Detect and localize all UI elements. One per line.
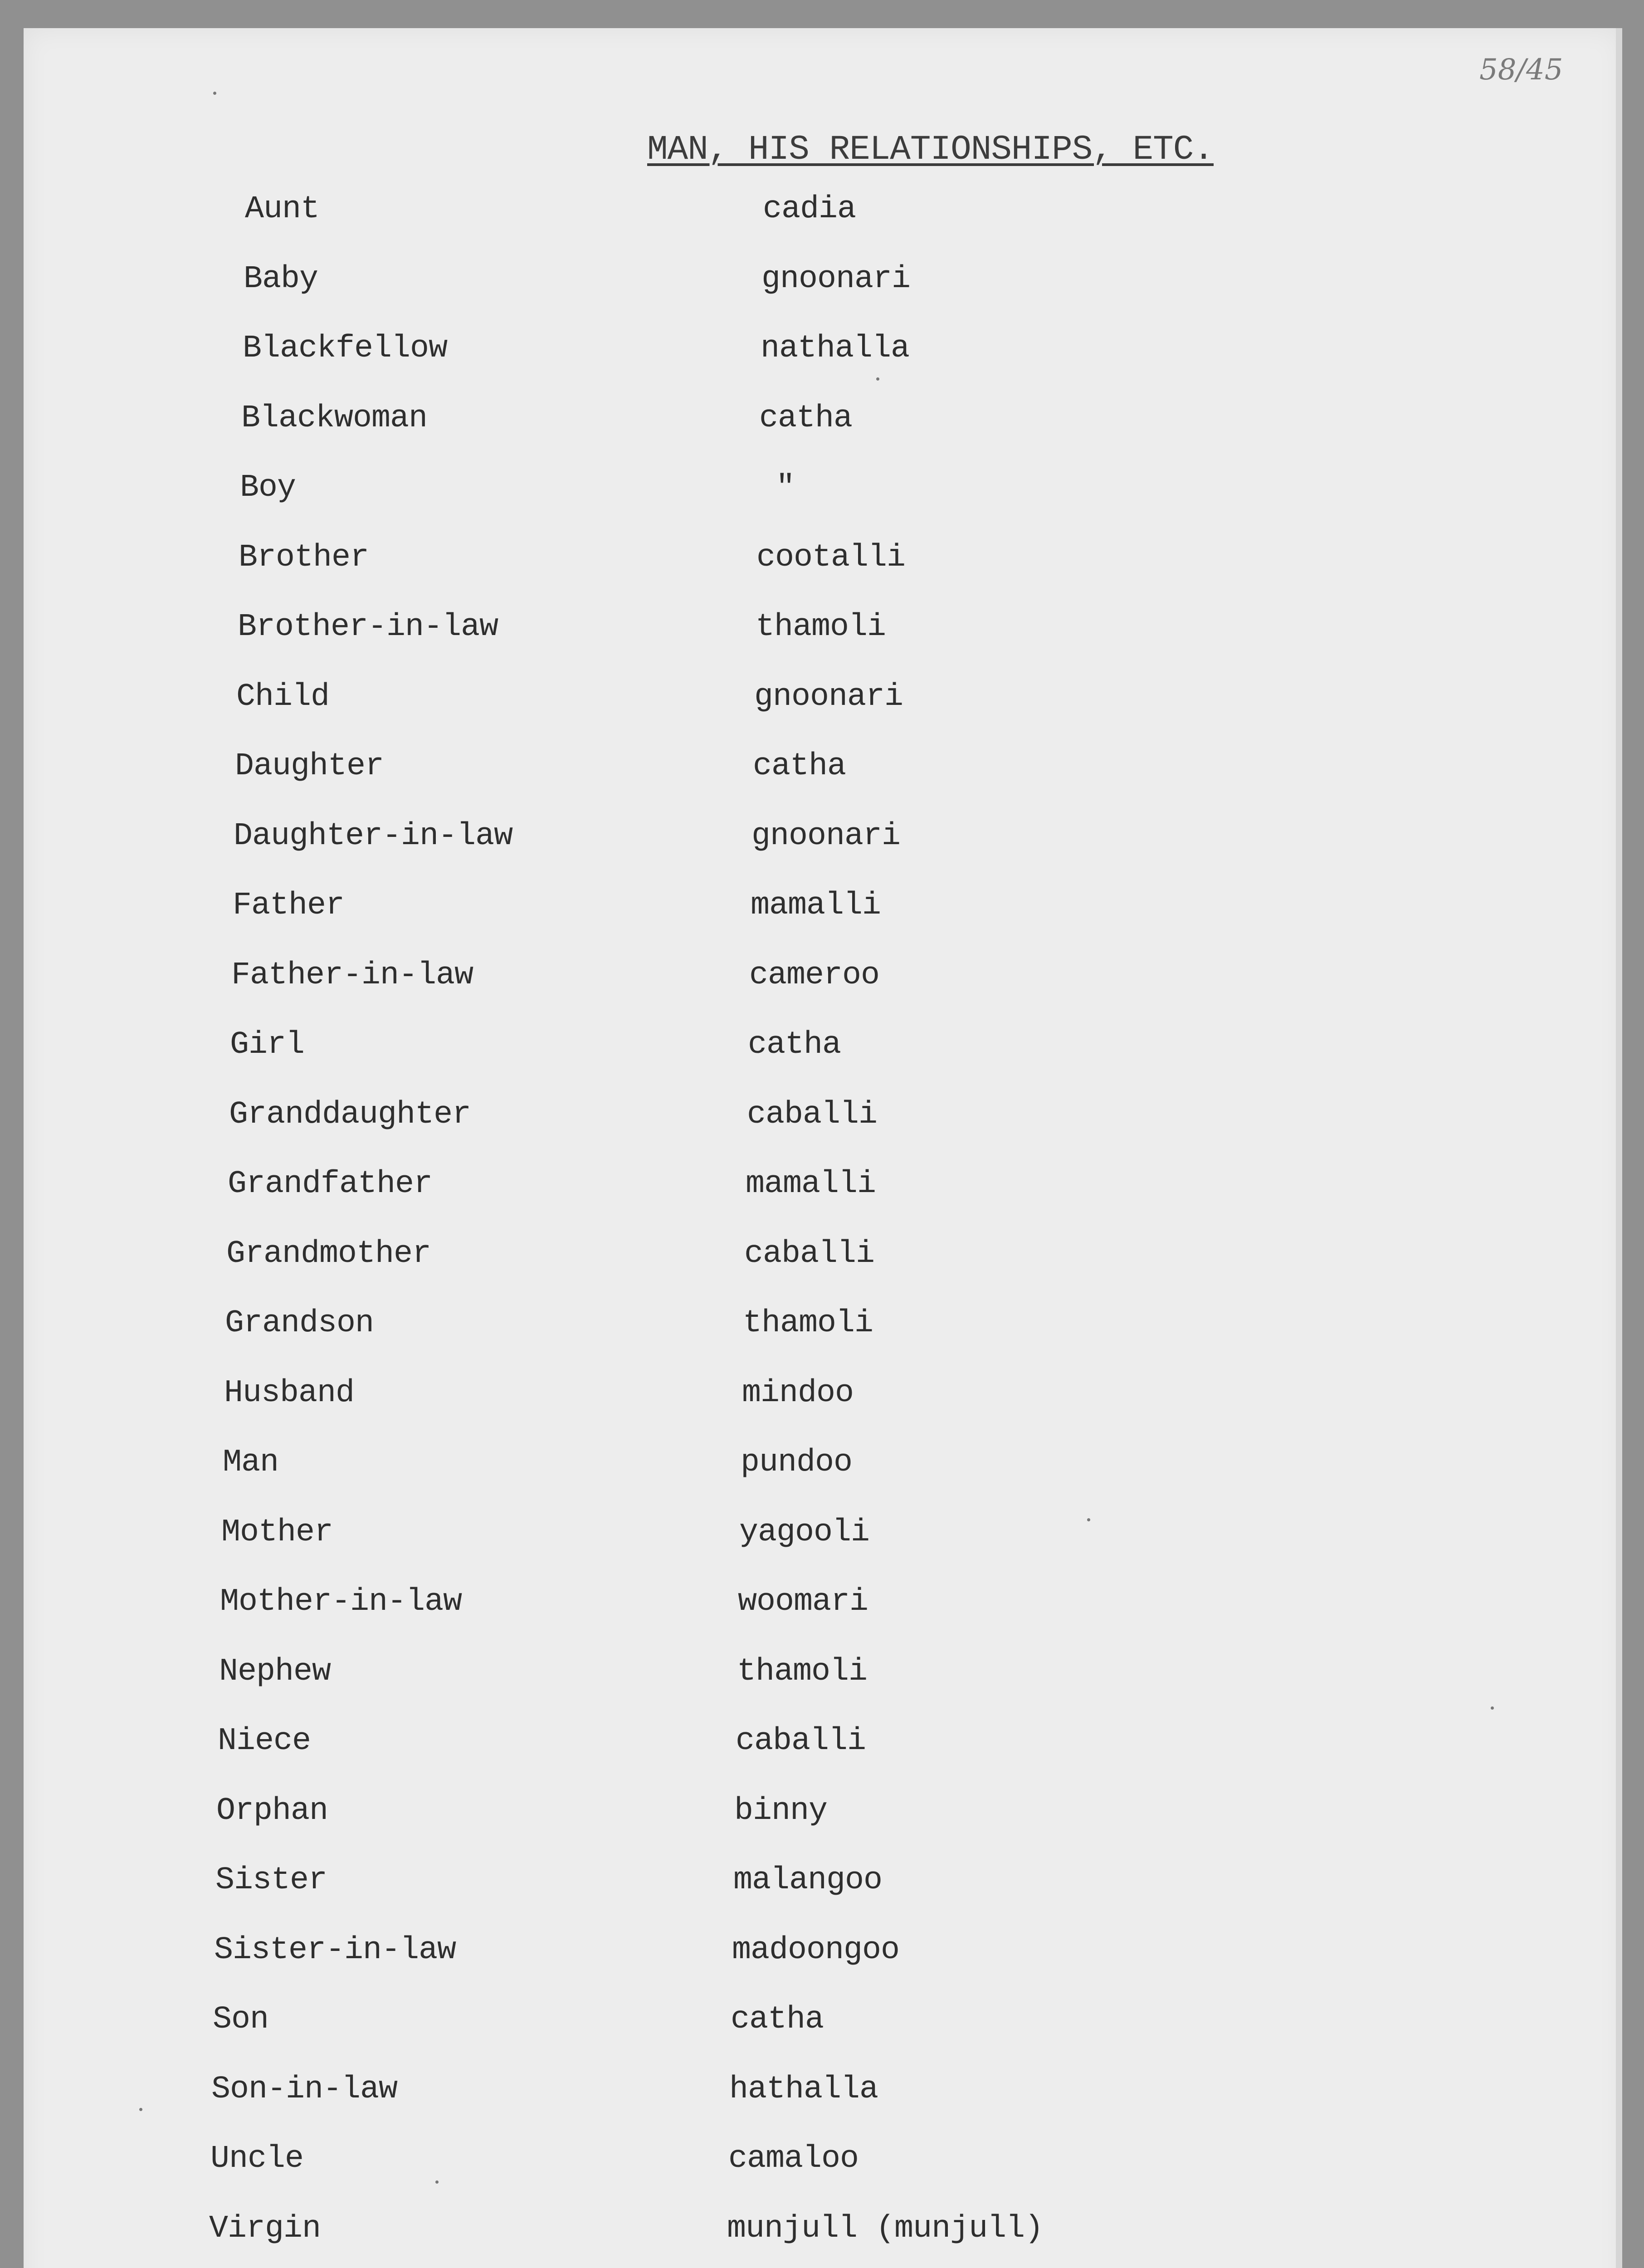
vocabulary-entry xyxy=(24,2141,1622,2191)
vocabulary-entry xyxy=(24,1793,1622,1843)
entry-term: Orphan xyxy=(216,1793,328,1829)
vocabulary-list xyxy=(24,28,1622,2268)
entry-gloss: catha xyxy=(759,401,853,436)
entry-term: Mother-in-law xyxy=(220,1584,462,1620)
entry-gloss: caballi xyxy=(736,1723,866,1759)
vocabulary-entry xyxy=(24,1027,1622,1077)
entry-gloss: caballi xyxy=(744,1236,875,1272)
paper-speck xyxy=(876,377,879,381)
vocabulary-entry xyxy=(24,609,1622,659)
vocabulary-entry xyxy=(24,818,1622,868)
entry-gloss: woomari xyxy=(738,1584,868,1620)
entry-gloss: cadia xyxy=(763,191,856,227)
entry-term: Grandson xyxy=(225,1305,374,1341)
vocabulary-entry xyxy=(24,470,1622,520)
entry-gloss: cameroo xyxy=(749,958,880,993)
entry-term: Uncle xyxy=(210,2141,304,2177)
entry-term: Baby xyxy=(244,261,318,297)
entry-term: Blackfellow xyxy=(243,331,448,367)
vocabulary-entry xyxy=(24,2072,1622,2121)
paper-speck xyxy=(1087,1518,1090,1521)
vocabulary-entry xyxy=(24,331,1622,381)
entry-term: Aunt xyxy=(245,191,320,227)
entry-term: Child xyxy=(236,679,330,715)
vocabulary-entry xyxy=(24,2002,1622,2052)
entry-term: Boy xyxy=(240,470,296,506)
vocabulary-entry xyxy=(24,958,1622,1007)
entry-gloss: gnoonari xyxy=(751,818,901,854)
entry-term: Grandfather xyxy=(228,1166,433,1202)
vocabulary-entry xyxy=(24,1654,1622,1704)
entry-term: Daughter-in-law xyxy=(234,818,513,854)
entry-gloss: thamoli xyxy=(756,609,886,645)
entry-gloss: " xyxy=(776,470,795,506)
entry-gloss: yagooli xyxy=(739,1515,870,1550)
vocabulary-entry xyxy=(24,1305,1622,1355)
paper-speck xyxy=(1491,1706,1494,1710)
entry-term: Son-in-law xyxy=(211,2072,398,2107)
vocabulary-entry xyxy=(24,1166,1622,1216)
entry-term: Mother xyxy=(221,1515,333,1550)
entry-term: Virgin xyxy=(209,2211,321,2247)
entry-gloss: mindoo xyxy=(742,1375,854,1411)
entry-gloss: munjull (munjull) xyxy=(727,2211,1044,2247)
entry-gloss: caballi xyxy=(747,1097,878,1133)
entry-term: Father-in-law xyxy=(231,958,473,993)
entry-term: Sister xyxy=(215,1862,327,1898)
vocabulary-entry xyxy=(24,1236,1622,1286)
entry-gloss: binny xyxy=(734,1793,828,1829)
vocabulary-entry xyxy=(24,1862,1622,1912)
entry-term: Sister-in-law xyxy=(214,1932,456,1968)
entry-gloss: catha xyxy=(753,748,846,784)
entry-gloss: pundoo xyxy=(741,1445,853,1481)
entry-gloss: catha xyxy=(748,1027,841,1063)
entry-term: Son xyxy=(213,2002,269,2038)
folio-number: 58/45 xyxy=(1479,53,1563,87)
entry-gloss: mamalli xyxy=(746,1166,876,1202)
vocabulary-entry xyxy=(24,888,1622,938)
vocabulary-entry xyxy=(24,2211,1622,2261)
entry-term: Man xyxy=(223,1445,279,1481)
vocabulary-entry xyxy=(24,1932,1622,1982)
entry-gloss: malangoo xyxy=(733,1862,883,1898)
entry-gloss: mamalli xyxy=(751,888,881,924)
entry-gloss: camaloo xyxy=(728,2141,859,2177)
entry-gloss: thamoli xyxy=(737,1654,868,1690)
vocabulary-entry xyxy=(24,540,1622,590)
paper-speck xyxy=(139,2108,142,2111)
vocabulary-entry xyxy=(24,1723,1622,1773)
entry-term: Girl xyxy=(230,1027,305,1063)
vocabulary-entry xyxy=(24,1584,1622,1634)
entry-gloss: cootalli xyxy=(756,540,906,576)
vocabulary-entry xyxy=(24,401,1622,450)
vocabulary-entry xyxy=(24,679,1622,729)
entry-term: Blackwoman xyxy=(241,401,428,436)
entry-gloss: catha xyxy=(731,2002,824,2038)
vocabulary-entry xyxy=(24,261,1622,311)
vocabulary-entry xyxy=(24,748,1622,798)
entry-term: Husband xyxy=(224,1375,355,1411)
entry-term: Daughter xyxy=(235,748,384,784)
entry-term: Nephew xyxy=(219,1654,331,1690)
vocabulary-entry xyxy=(24,1515,1622,1564)
entry-gloss: gnoonari xyxy=(754,679,903,715)
document-title-text: MAN, HIS RELATIONSHIPS, ETC. xyxy=(647,130,1214,169)
entry-gloss: gnoonari xyxy=(761,261,911,297)
paper-speck xyxy=(435,2180,439,2184)
entry-term: Niece xyxy=(218,1723,311,1759)
entry-term: Brother-in-law xyxy=(238,609,498,645)
entry-term: Granddaughter xyxy=(229,1097,471,1133)
entry-term: Brother xyxy=(239,540,369,576)
vocabulary-entry xyxy=(24,1375,1622,1425)
vocabulary-entry xyxy=(24,1445,1622,1495)
entry-gloss: thamoli xyxy=(743,1305,873,1341)
entry-term: Grandmother xyxy=(226,1236,431,1272)
vocabulary-entry xyxy=(24,1097,1622,1147)
entry-term: Father xyxy=(233,888,345,924)
entry-gloss: hathalla xyxy=(729,2072,878,2107)
entry-gloss: madoongoo xyxy=(732,1932,900,1968)
entry-gloss: nathalla xyxy=(761,331,910,367)
paper-speck xyxy=(213,92,216,95)
document-sheet xyxy=(24,28,1622,2268)
vocabulary-entry xyxy=(24,191,1622,241)
